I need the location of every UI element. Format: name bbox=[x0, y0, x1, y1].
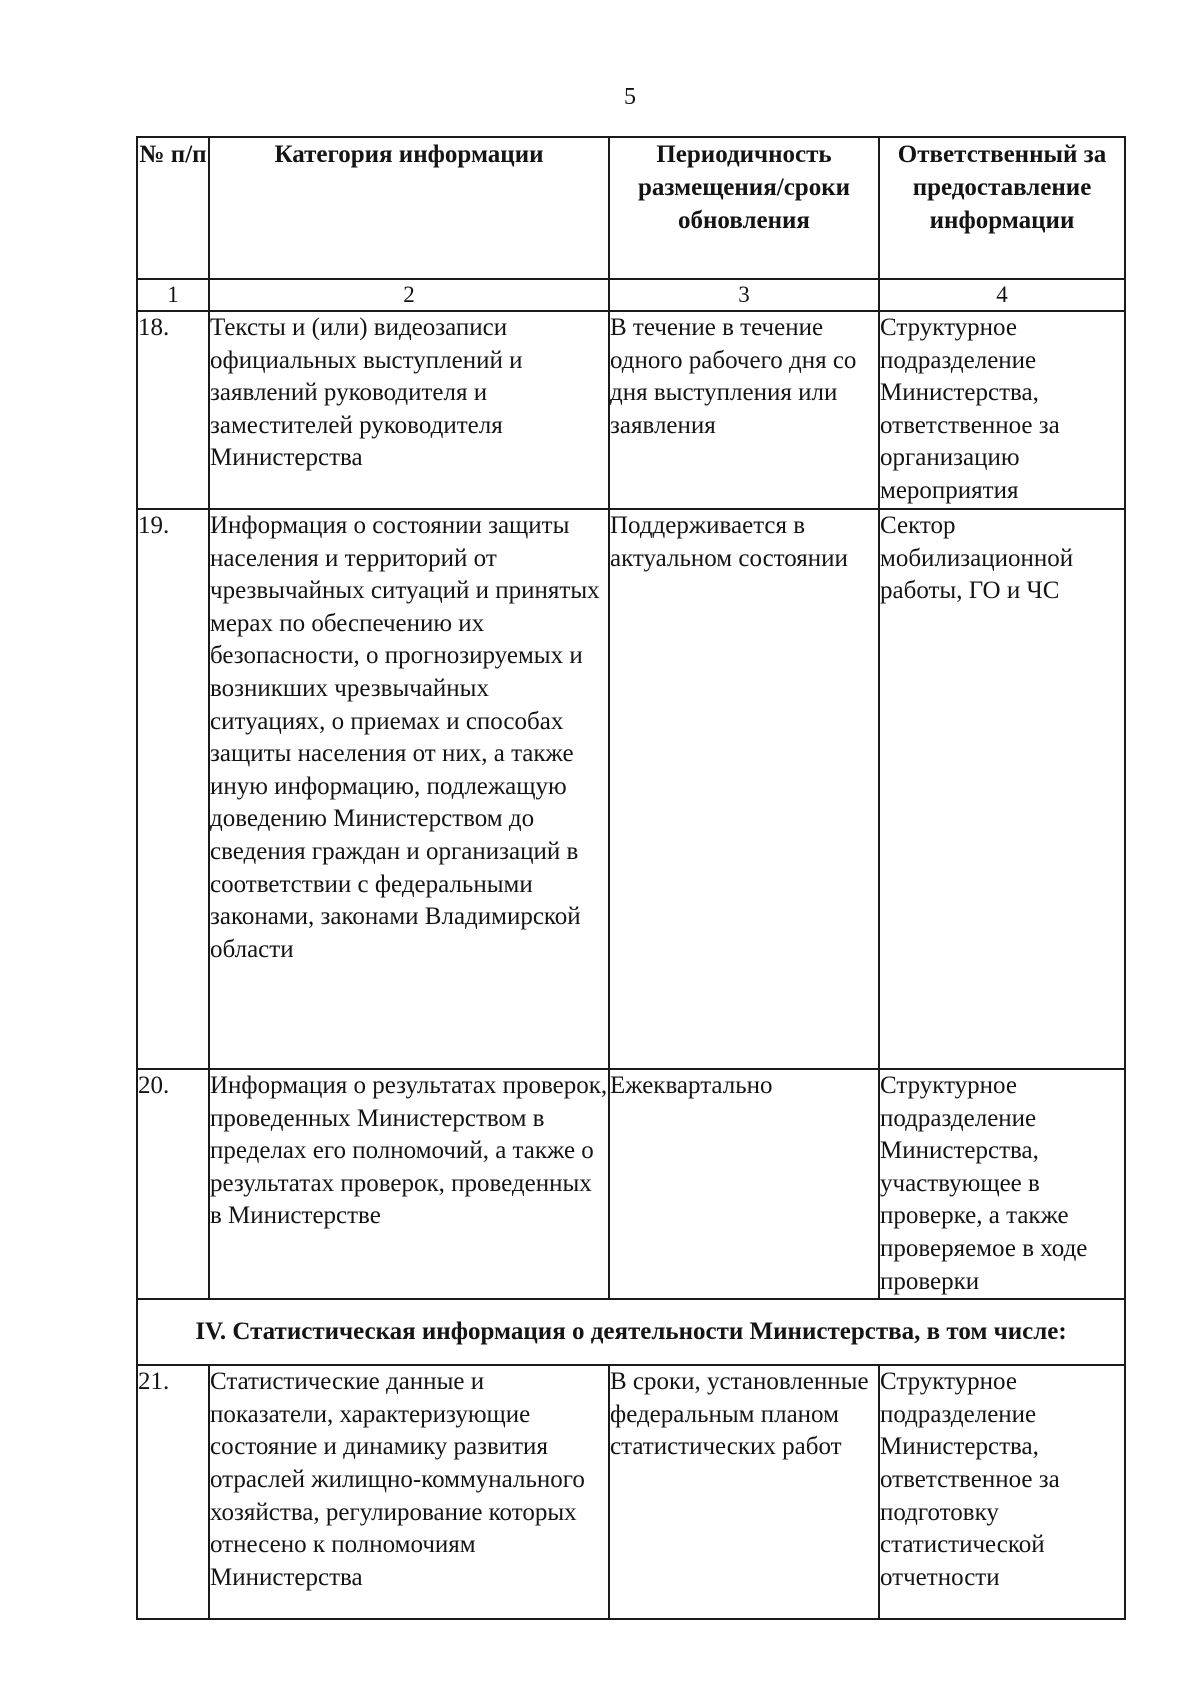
column-numbers-row bbox=[137, 279, 1125, 311]
row-responsible: Структурное подразделение Министерства, ответственное за организацию мероприятия bbox=[879, 311, 1125, 509]
row-number: 20. bbox=[137, 1069, 209, 1299]
table-row bbox=[137, 1069, 1125, 1299]
table-row bbox=[137, 509, 1125, 1069]
row-category: Информация о результатах проверок, проведенных Министерством в пределах его полномочий, а также о результатах проверок, проведенных в Министерстве bbox=[209, 1069, 609, 1299]
row-category: Информация о состоянии защиты населения и территорий от чрезвычайных ситуаций и принятых мерах по обеспечению их безопасности, о прогнозируемых и возникших чрезвычайных ситуациях, о приемах и способах защиты населения от них, а также иную информацию, подлежащую доведению Министерством до сведения граждан и организаций в соответствии с федеральными законами, законами Владимирской области bbox=[209, 509, 609, 1069]
column-number: 1 bbox=[137, 279, 209, 311]
row-periodicity: В течение в течение одного рабочего дня со дня выступления или заявления bbox=[609, 311, 879, 509]
column-number: 2 bbox=[209, 279, 609, 311]
row-periodicity: В сроки, установленные федеральным планом статистических работ bbox=[609, 1365, 879, 1619]
page-number: 5 bbox=[624, 84, 636, 110]
row-responsible: Структурное подразделение Министерства, ответственное за подготовку статистической отчетности bbox=[879, 1365, 1125, 1619]
row-periodicity: Поддерживается в актуальном состоянии bbox=[609, 509, 879, 1069]
section-title: IV. Статистическая информация о деятельности Министерства, в том числе: bbox=[137, 1299, 1125, 1365]
table-header-row bbox=[137, 137, 1125, 279]
row-responsible: Структурное подразделение Министерства, участвующее в проверке, а также проверяемое в ходе проверки bbox=[879, 1069, 1125, 1299]
table-row bbox=[137, 1365, 1125, 1619]
row-category: Статистические данные и показатели, характеризующие состояние и динамику развития отраслей жилищно-коммунального хозяйства, регулирование которых отнесено к полномочиям Министерства bbox=[209, 1365, 609, 1619]
row-responsible: Сектор мобилизационной работы, ГО и ЧС bbox=[879, 509, 1125, 1069]
header-category: Категория информации bbox=[209, 137, 609, 279]
header-periodicity: Периодичность размещения/сроки обновления bbox=[609, 137, 879, 279]
section-row bbox=[137, 1299, 1125, 1365]
header-responsible: Ответственный за предоставление информации bbox=[879, 137, 1125, 279]
column-number: 3 bbox=[609, 279, 879, 311]
row-number: 21. bbox=[137, 1365, 209, 1619]
row-periodicity: Ежеквартально bbox=[609, 1069, 879, 1299]
information-table bbox=[136, 136, 1126, 1620]
row-number: 19. bbox=[137, 509, 209, 1069]
row-category: Тексты и (или) видеозаписи официальных выступлений и заявлений руководителя и заместителей руководителя Министерства bbox=[209, 311, 609, 509]
row-number: 18. bbox=[137, 311, 209, 509]
header-number: № п/п bbox=[137, 137, 209, 279]
table-row bbox=[137, 311, 1125, 509]
column-number: 4 bbox=[879, 279, 1125, 311]
